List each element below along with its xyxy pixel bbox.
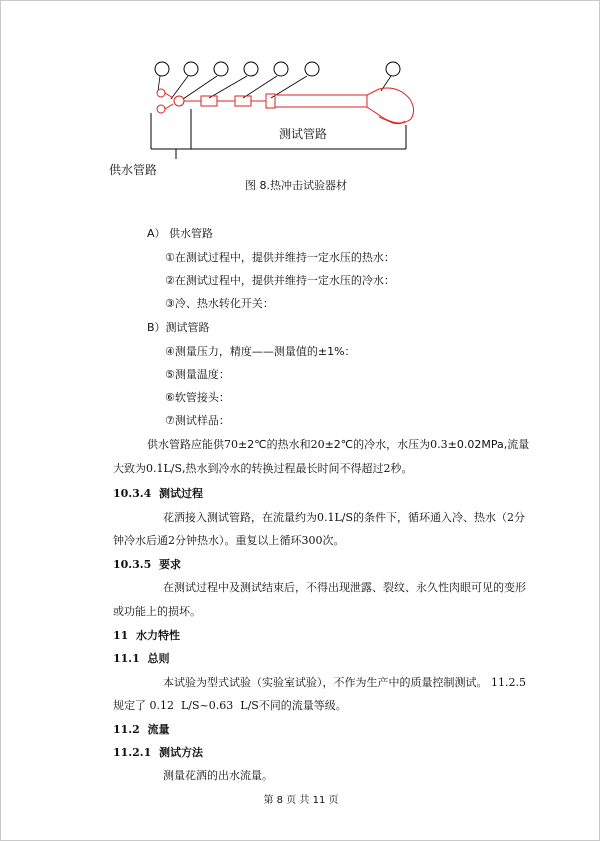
test-equipment-diagram bbox=[1, 1, 600, 201]
callout-circle-1 bbox=[155, 62, 169, 76]
cold-water-inlet bbox=[157, 105, 165, 113]
callout-circle-7 bbox=[386, 62, 400, 76]
section-11-1-line-2: 规定了 0.12 L/S~0.63 L/S不同的流量等级。 bbox=[113, 699, 347, 712]
supply-paragraph-line-2: 大致为0.1L/S,热水到冷水的转换过程最长时间不得超过2秒。 bbox=[113, 462, 413, 475]
callout-circles bbox=[155, 62, 400, 76]
mixing-valve bbox=[174, 96, 184, 106]
section-11-2-heading: 11.2 流量 bbox=[113, 723, 170, 736]
section-10-3-5-line-2: 或功能上的损坏。 bbox=[113, 605, 201, 618]
pipeline bbox=[157, 88, 414, 124]
test-pipe-label: 测试管路 bbox=[279, 127, 328, 141]
callout-circle-5 bbox=[274, 62, 288, 76]
callout-circle-2 bbox=[184, 62, 198, 76]
section-10-3-4-line-1: 花洒接入测试管路，在流量约为0.1L/S的条件下，循环通入冷、热水（2分 bbox=[163, 511, 526, 524]
shower-head bbox=[367, 88, 414, 123]
section-11-1-line-1: 本试验为型式试验（实验室试验），不作为生产中的质量控制测试。 11.2.5 bbox=[163, 676, 526, 689]
list-a-item-1: ①在测试过程中，提供并维持一定水压的热水： bbox=[165, 251, 395, 264]
section-10-3-5-line-1: 在测试过程中及测试结束后，不得出现泄露、裂纹、永久性肉眼可见的变形 bbox=[163, 581, 526, 594]
page-footer: 第 8 页 共 11 页 bbox=[263, 795, 339, 806]
list-a-heading: A） 供水管路 bbox=[147, 227, 214, 240]
pressure-gauge bbox=[201, 96, 217, 106]
callout-circle-4 bbox=[244, 62, 258, 76]
supply-pipe-label: 供水管路 bbox=[109, 163, 158, 177]
section-10-3-4-line-2: 钟冷水后通2分钟热水）。重复以上循环300次。 bbox=[113, 534, 345, 547]
list-b-item-7: ⑦测试样品： bbox=[165, 414, 230, 427]
thermometer bbox=[235, 96, 251, 106]
supply-paragraph-line-1: 供水管路应能供70±2℃的热水和20±2℃的冷水，水压为0.3±0.02MPa,流量 bbox=[147, 438, 530, 451]
section-11-2-1-line-1: 测量花洒的出水流量。 bbox=[163, 769, 273, 782]
section-10-3-4-heading: 10.3.4 测试过程 bbox=[113, 487, 203, 500]
list-b-item-6: ⑥软管接头： bbox=[165, 391, 230, 404]
list-a-item-3: ③冷、热水转化开关： bbox=[165, 297, 274, 310]
hot-water-inlet bbox=[157, 89, 165, 97]
list-a-item-2: ②在测试过程中，提供并维持一定水压的冷水： bbox=[165, 274, 395, 287]
callout-circle-6 bbox=[305, 62, 319, 76]
callout-circle-3 bbox=[214, 62, 228, 76]
section-11-1-heading: 11.1 总则 bbox=[113, 652, 170, 665]
section-10-3-5-heading: 10.3.5 要求 bbox=[113, 558, 181, 571]
section-11-2-1-heading: 11.2.1 测试方法 bbox=[113, 746, 203, 759]
list-b-item-4: ④测量压力，精度——测量值的±1%： bbox=[165, 345, 356, 358]
list-b-heading: B）测试管路 bbox=[147, 321, 210, 334]
list-b-item-5: ⑤测量温度： bbox=[165, 368, 230, 381]
section-11-heading: 11 水力特性 bbox=[113, 629, 180, 642]
figure-caption: 图 8.热冲击试验器材 bbox=[245, 179, 347, 192]
